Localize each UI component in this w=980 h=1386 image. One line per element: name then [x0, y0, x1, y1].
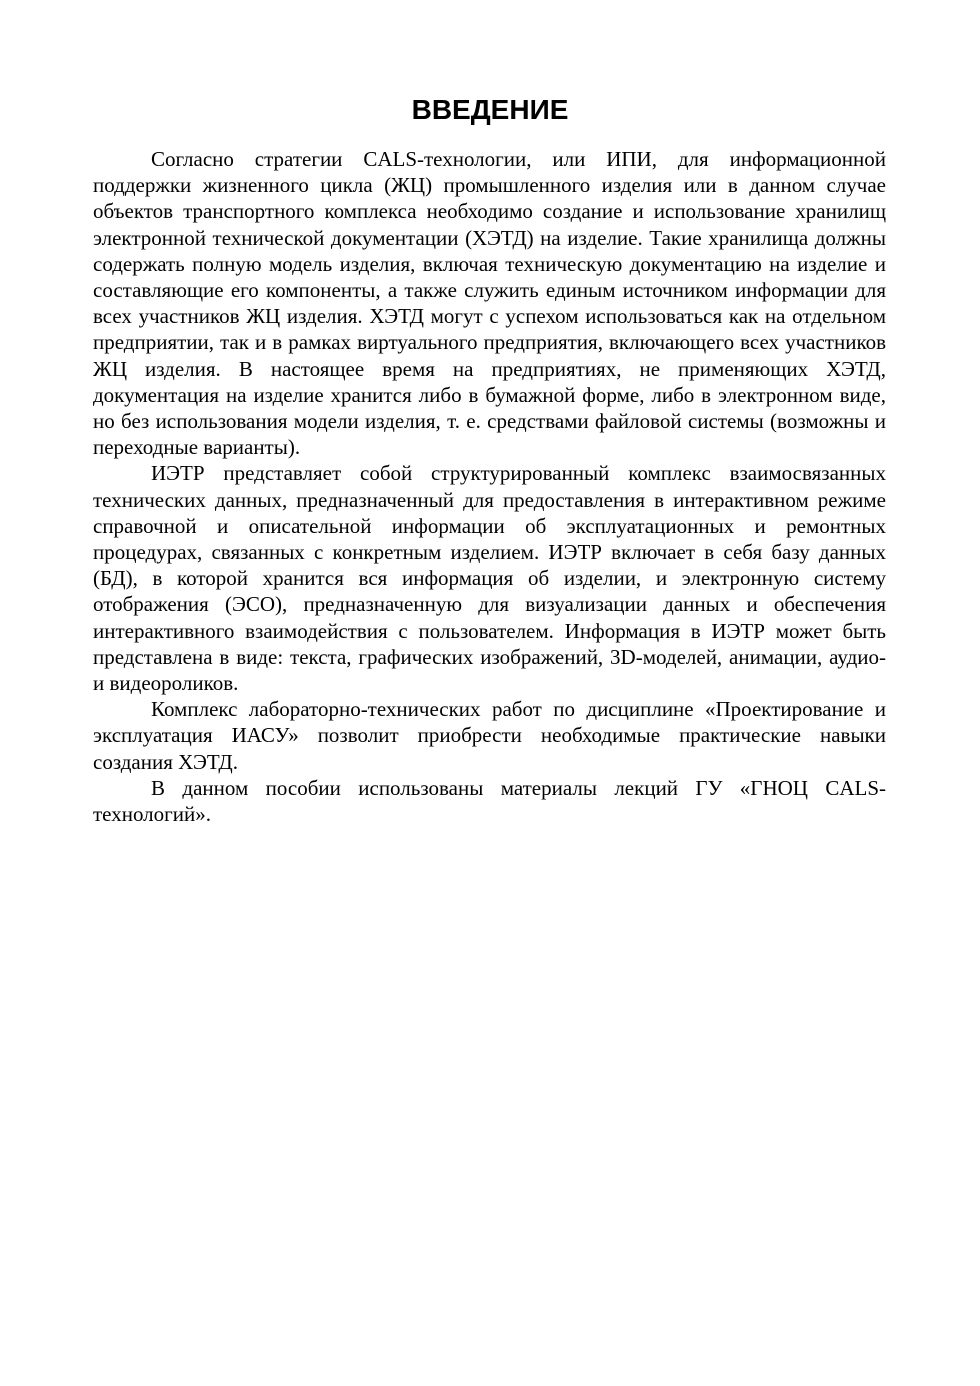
- paragraph-ietr-definition: ИЭТР представляет собой структурированный комплекс взаимосвязанных технических данных, предназначенный для предоставления в интерактивном режиме справочной и описательной информации об эксплуатационных и ремонтных процедурах, связанных с конкретным изделием. ИЭТР включает в себя базу данных (БД), в которой хранится вся информация об изделии, и электронную систему отображения (ЭСО), предназначенную для визуализации данных и обеспечения интерактивного взаимодействия с пользователем. Информация в ИЭТР может быть представлена в виде: текста, графических изображений, 3D-моделей, анимации, аудио- и видеороликов.: [93, 461, 886, 696]
- page-title: ВВЕДЕНИЕ: [411, 94, 569, 125]
- paragraph-lab-works: Комплекс лабораторно-технических работ по дисциплине «Проектирование и эксплуатация ИАСУ» позволит приобрести необходимые практические навыки создания ХЭТД.: [93, 697, 886, 774]
- paragraph-sources: В данном пособии использованы материалы лекций ГУ «ГНОЦ CALS-технологий».: [93, 775, 886, 827]
- body-text: [93, 146, 886, 827]
- paragraph-cals-strategy: Согласно стратегии CALS-технологии, или ИПИ, для информационной поддержки жизненного цикла (ЖЦ) промышленного изделия или в данном случае объектов транспортного комплекса необходимо создание и использование хранилищ электронной технической документации (ХЭТД) на изделие. Такие хранилища должны содержать полную модель изделия, включая техническую документацию на изделие и составляющие его компоненты, а также служить единым источником информации для всех участников ЖЦ изделия. ХЭТД могут с успехом использоваться как на отдельном предприятии, так и в рамках виртуального предприятия, включающего всех участников ЖЦ изделия. В настоящее время на предприятиях, не применяющих ХЭТД, документация на изделие хранится либо в бумажной форме, либо в электронном виде, но без использования модели изделия, т. е. средствами файловой системы (возможны и переходные варианты).: [93, 147, 886, 460]
